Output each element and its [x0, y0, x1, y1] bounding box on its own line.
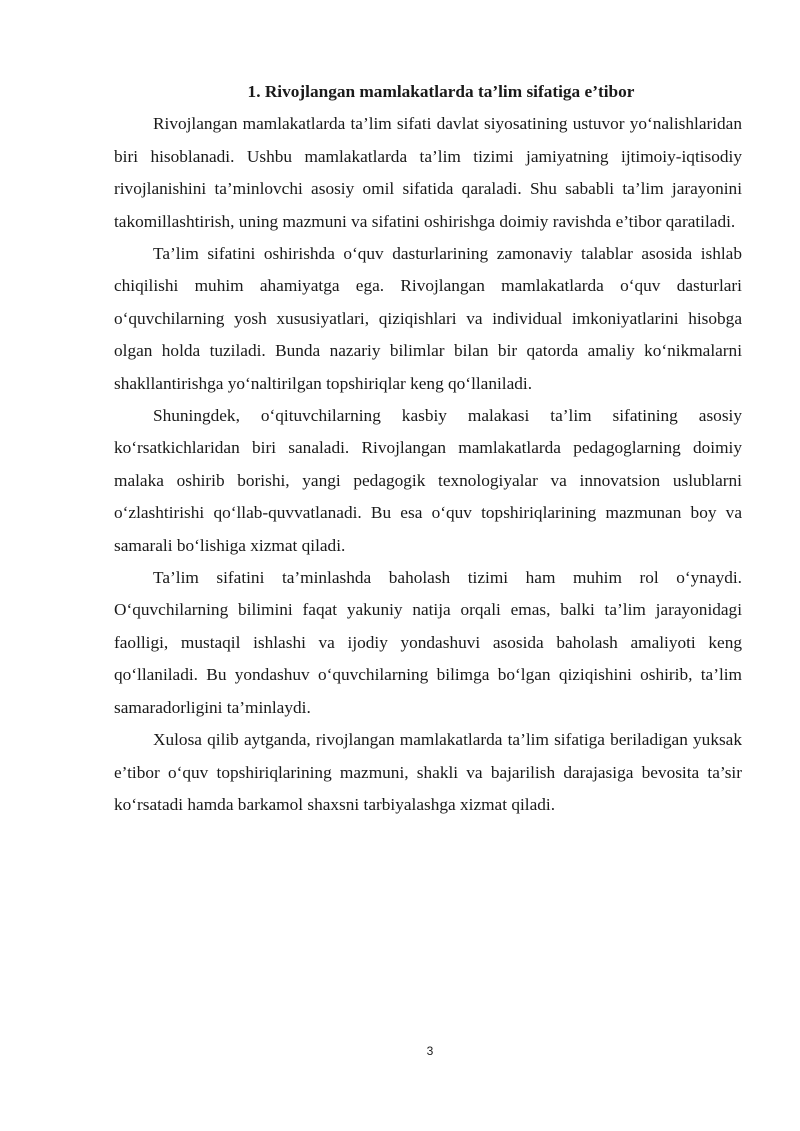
- page-number: 3: [426, 1044, 434, 1058]
- page-content: [114, 76, 742, 821]
- paragraph-1: Rivojlangan mamlakatlarda ta’lim sifati davlat siyosatining ustuvor yo‘nalishlaridan biri hisoblanadi. Ushbu mamlakatlarda ta’lim tizimi jamiyatning ijtimoiy-iqtisodiy rivojlanishini ta’minlovchi asosiy omil sifatida qaraladi. Shu sababli ta’lim jarayonini takomillashtirish, uning mazmuni va sifatini oshirishga doimiy ravishda e’tibor qaratiladi.: [114, 114, 742, 231]
- paragraph-3: Shuningdek, o‘qituvchilarning kasbiy malakasi ta’lim sifatining asosiy ko‘rsatkichlaridan biri sanaladi. Rivojlangan mamlakatlarda pedagoglarning doimiy malaka oshirib borishi, yangi pedagogik texnologiyalar va innovatsion uslublarni o‘zlashtirishi qo‘llab-quvvatlanadi. Bu esa o‘quv topshiriqlarining mazmunan boy va samarali bo‘lishiga xizmat qiladi.: [114, 406, 742, 555]
- paragraph-2: Ta’lim sifatini oshirishda o‘quv dasturlarining zamonaviy talablar asosida ishlab chiqilishi muhim ahamiyatga ega. Rivojlangan mamlakatlarda o‘quv dasturlari o‘quvchilarning yosh xususiyatlari, qiziqishlari va individual imkoniyatlarini hisobga olgan holda tuziladi. Bunda nazariy bilimlar bilan bir qatorda amaliy ko‘nikmalarni shakllantirishga yo‘naltirilgan topshiriqlar keng qo‘llaniladi.: [114, 244, 742, 393]
- paragraph-4: Ta’lim sifatini ta’minlashda baholash tizimi ham muhim rol o‘ynaydi. O‘quvchilarning bilimini faqat yakuniy natija orqali emas, balki ta’lim jarayonidagi faolligi, mustaqil ishlashi va ijodiy yondashuvi asosida baholash amaliyoti keng qo‘llaniladi. Bu yondashuv o‘quvchilarning bilimga bo‘lgan qiziqishini oshirib, ta’lim samaradorligini ta’minlaydi.: [114, 568, 742, 717]
- section-heading: 1. Rivojlangan mamlakatlarda ta’lim sifatiga e’tibor: [247, 82, 635, 101]
- paragraph-5: Xulosa qilib aytganda, rivojlangan mamlakatlarda ta’lim sifatiga beriladigan yuksak e’tibor o‘quv topshiriqlarining mazmuni, shakli va bajarilish darajasiga bevosita ta’sir ko‘rsatadi hamda barkamol shaxsni tarbiyalashga xizmat qiladi.: [114, 730, 742, 814]
